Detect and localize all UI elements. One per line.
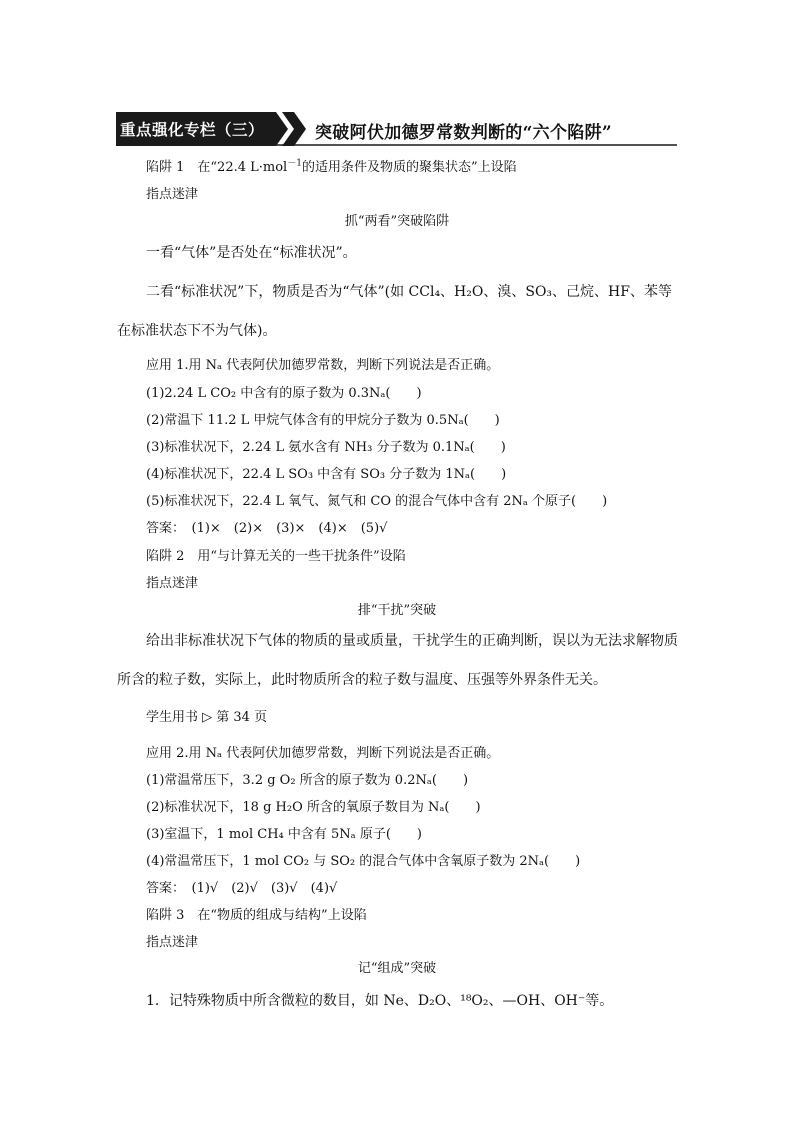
page-reference: 学生用书 ▷ 第 34 页 [146, 710, 268, 725]
banner-tag: 重点强化专栏（三） [120, 121, 265, 139]
trap1-title-suffix: 的适用条件及物质的聚集状态”上设陷 [301, 160, 517, 175]
trap1-title [146, 160, 517, 176]
app2-intro: 应用 2.用 Nₐ 代表阿伏加德罗常数，判断下列说法是否正确。 [146, 746, 500, 761]
trap1-point2-line2: 在标准状态下不为气体)。 [117, 323, 277, 339]
trap1-point2-line1: 二看“标准状况”下，物质是否为“气体”(如 CCl₄、H₂O、溴、SO₃、己烷、HF、苯等 [146, 284, 672, 300]
app1-answer: 答案： (1)× (2)× (3)× (4)× (5)√ [146, 521, 388, 536]
page-title: 突破阿伏加德罗常数判断的“六个陷阱” [315, 123, 612, 143]
section-banner [116, 112, 677, 146]
app1-intro: 应用 1.用 Nₐ 代表阿伏加德罗常数，判断下列说法是否正确。 [146, 358, 500, 373]
trap3-title: 陷阱 3 在“物质的组成与结构”上设陷 [146, 908, 367, 923]
app2-item: (3)室温下，1 mol CH₄ 中含有 5Nₐ 原子( ) [146, 827, 422, 842]
trap1-title-sup: －1 [287, 158, 302, 169]
app1-item: (4)标准状况下，22.4 L SO₃ 中含有 SO₃ 分子数为 1Nₐ( ) [146, 467, 507, 482]
trap2-para-line1: 给出非标准状况下气体的物质的量或质量，干扰学生的正确判断，误以为无法求解物质 [146, 633, 678, 649]
app1-item: (1)2.24 L CO₂ 中含有的原子数为 0.3Nₐ( ) [146, 386, 422, 401]
app1-item: (5)标准状况下，22.4 L 氧气、氮气和 CO 的混合气体中含有 2Nₐ 个原子( ) [146, 494, 608, 509]
trap2-guide: 指点迷津 [146, 576, 199, 591]
trap2-title: 陷阱 2 用“与计算无关的一些干扰条件”设陷 [146, 549, 406, 564]
trap1-heading: 抓“两看”突破陷阱 [344, 214, 450, 229]
trap3-guide: 指点迷津 [146, 935, 199, 950]
trap2-heading: 排“干扰”突破 [357, 603, 437, 618]
trap1-guide: 指点迷津 [146, 187, 199, 202]
trap3-point1: 1．记特殊物质中所含微粒的数目，如 Ne、D₂O、¹⁸O₂、—OH、OH⁻等。 [146, 993, 614, 1009]
trap3-heading: 记“组成”突破 [357, 961, 437, 976]
app1-item: (3)标准状况下，2.24 L 氨水含有 NH₃ 分子数为 0.1Nₐ( ) [146, 440, 506, 455]
app2-item: (2)标准状况下，18 g H₂O 所含的氧原子数目为 Nₐ( ) [146, 800, 481, 815]
trap2-para-line2: 所含的粒子数，实际上，此时物质所含的粒子数与温度、压强等外界条件无关。 [117, 672, 607, 688]
app1-item: (2)常温下 11.2 L 甲烷气体含有的甲烷分子数为 0.5Nₐ( ) [146, 413, 500, 428]
trap1-title-prefix: 陷阱 1 在“22.4 L·mol [146, 160, 288, 175]
app2-item: (4)常温常压下，1 mol CO₂ 与 SO₂ 的混合气体中含氧原子数为 2Nₐ( ) [146, 854, 581, 869]
app2-item: (1)常温常压下，3.2 g O₂ 所含的原子数为 0.2Nₐ( ) [146, 773, 469, 788]
app2-answer: 答案： (1)√ (2)√ (3)√ (4)√ [146, 881, 338, 896]
trap1-point1: 一看“气体”是否处在“标准状况”。 [146, 245, 357, 261]
